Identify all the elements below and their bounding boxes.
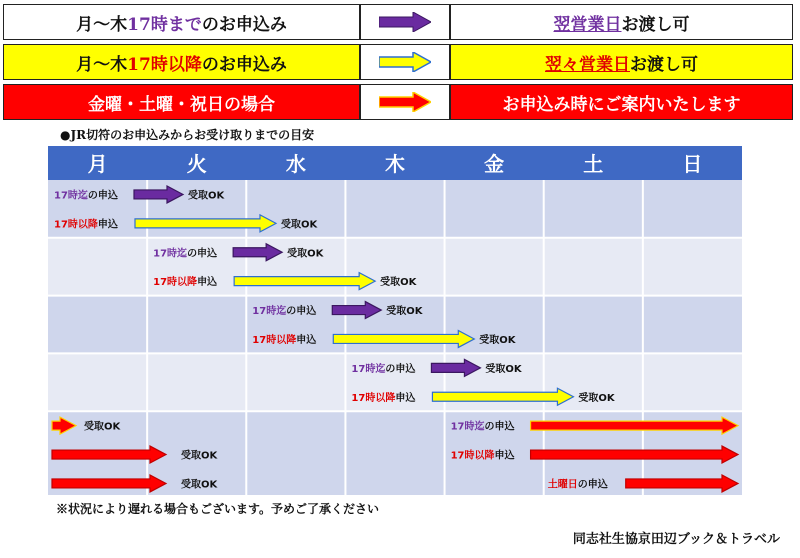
legend-result — [450, 84, 793, 120]
day-header-5: 土 — [583, 152, 604, 176]
received-label: 受取OK — [281, 219, 318, 231]
legend-result-suffix: お渡し可 — [621, 14, 690, 35]
received-label: 受取OK — [287, 248, 324, 260]
legend-row-before17 — [3, 4, 793, 40]
purple-arrow-icon — [379, 12, 431, 32]
before17-label: 17時迄の申込 — [153, 248, 218, 260]
received-label: 受取OK — [485, 363, 522, 375]
after17-label: 17時以降申込 — [450, 450, 515, 462]
legend-result — [450, 44, 793, 80]
legend-suffix: のお申込み — [201, 54, 287, 75]
day-header-3: 木 — [385, 152, 405, 176]
row-band-2 — [48, 296, 742, 354]
legend-prefix: 月～木 — [76, 54, 128, 75]
received-label: 受取OK — [386, 306, 423, 318]
legend-text: 金曜・土曜・祝日の場合 — [88, 94, 275, 115]
legend-arrow-cell — [360, 44, 450, 80]
after17-label: 17時以降申込 — [252, 334, 317, 346]
before17-label: 17時迄の申込 — [54, 190, 118, 202]
legend-condition — [3, 44, 360, 80]
row-band-0 — [48, 180, 742, 238]
received-label: 受取OK — [380, 277, 417, 289]
guide-note: ●JR切符のお申込みからお受け取りまでの目安 — [60, 128, 315, 142]
day-header-2: 水 — [285, 152, 306, 176]
after17-label: 17時以降申込 — [351, 392, 416, 404]
schedule-chart — [48, 146, 742, 496]
legend-result-suffix: お渡し可 — [630, 54, 698, 75]
day-header-6: 日 — [682, 152, 703, 176]
received-label: 受取OK — [181, 450, 218, 462]
delay-footnote: ※状況により遅れる場合もございます。予めご了承ください — [56, 502, 380, 516]
received-label: 受取OK — [181, 479, 218, 491]
legend-row-weekend — [3, 84, 793, 120]
legend-prefix: 月～木 — [76, 14, 128, 35]
after17-label: 17時以降申込 — [54, 219, 118, 231]
legend-highlight: 17時以降 — [127, 54, 202, 75]
legend-highlight: 17時まで — [127, 14, 202, 35]
legend-suffix: のお申込み — [201, 14, 287, 35]
received-label: 受取OK — [84, 421, 121, 433]
after17-label: 17時以降申込 — [153, 277, 218, 289]
received-label: 受取OK — [188, 190, 225, 202]
before17-label: 17時迄の申込 — [252, 306, 317, 318]
red-arrow-icon — [379, 92, 431, 112]
legend-result-highlight: 翌営業日 — [553, 14, 622, 35]
before17-label: 17時迄の申込 — [351, 363, 416, 375]
legend-condition — [3, 84, 360, 120]
received-label: 受取OK — [578, 392, 615, 404]
legend-result — [450, 4, 793, 40]
legend-arrow-cell — [360, 4, 450, 40]
company-name: 同志社生協京田辺ブック＆トラベル — [572, 532, 780, 547]
day-header-4: 金 — [484, 152, 505, 176]
saturday-label: 土曜日の申込 — [547, 479, 608, 491]
before17-label: 17時迄の申込 — [450, 421, 515, 433]
legend-result-highlight: 翌々営業日 — [545, 54, 630, 75]
day-header-0: 月 — [87, 152, 108, 176]
yellow-arrow-icon — [379, 52, 431, 72]
received-label: 受取OK — [479, 334, 516, 346]
legend-result-text: お申込み時にご案内いたします — [502, 94, 741, 115]
legend-row-after17 — [3, 44, 793, 80]
day-header-1: 火 — [186, 152, 207, 176]
legend-condition — [3, 4, 360, 40]
legend-arrow-cell — [360, 84, 450, 120]
